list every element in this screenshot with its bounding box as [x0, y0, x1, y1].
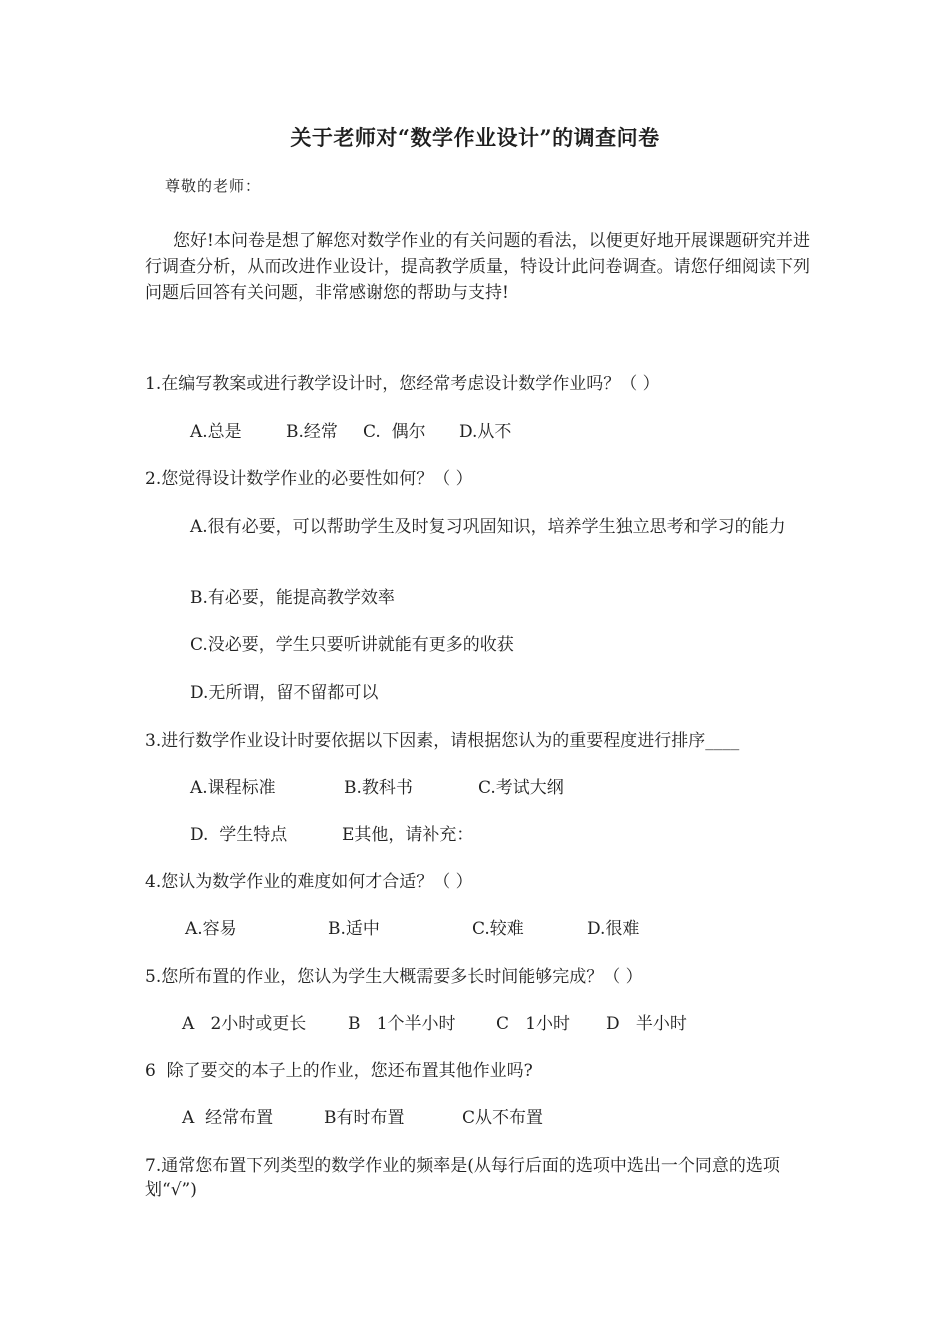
option-4b: B.适中 [328, 919, 380, 939]
document-title: 关于老师对“数学作业设计”的调查问卷 [290, 125, 660, 150]
option-2b: B.有必要，能提高教学效率 [190, 588, 395, 608]
option-2a: A.很有必要，可以帮助学生及时复习巩固知识，培养学生独立思考和学习的能力 [190, 517, 786, 537]
question-5: 5.您所布置的作业，您认为学生大概需要多长时间能够完成？（ ） [145, 967, 643, 987]
option-3a: A.课程标准 [190, 778, 276, 798]
option-6b: B有时布置 [324, 1108, 405, 1128]
option-6c: C从不布置 [462, 1108, 544, 1128]
option-5c: C 1小时 [496, 1014, 571, 1034]
salutation: 尊敬的老师： [165, 177, 262, 195]
question-6: 6 除了要交的本子上的作业，您还布置其他作业吗? [145, 1061, 533, 1081]
question-3-options-row2 [190, 823, 473, 847]
option-1a: A.总是 [190, 422, 242, 442]
option-6a: A 经常布置 [182, 1108, 274, 1128]
option-4a: A.容易 [185, 919, 237, 939]
option-3e: E其他，请补充： [342, 825, 474, 845]
option-5b: B 1个半小时 [348, 1014, 456, 1034]
option-4c: C.较难 [472, 919, 524, 939]
question-5-options [182, 1012, 687, 1036]
question-7: 7.通常您布置下列类型的数学作业的频率是(从每行后面的选项中选出一个同意的选项划“√”) [145, 1156, 780, 1200]
option-4d: D.很难 [587, 919, 640, 939]
option-3b: B.教科书 [344, 778, 413, 798]
option-2c: C.没必要，学生只要听讲就能有更多的收获 [190, 635, 514, 655]
question-1-options [190, 420, 511, 444]
question-3: 3.进行数学作业设计时要依据以下因素，请根据您认为的重要程度进行排序____ [145, 731, 740, 751]
question-6-options [182, 1106, 543, 1130]
option-1d: D.从不 [459, 422, 512, 442]
question-4: 4.您认为数学作业的难度如何才合适？（ ） [145, 872, 473, 892]
question-1: 1.在编写教案或进行教学设计时，您经常考虑设计数学作业吗？（ ） [145, 374, 660, 394]
option-2d: D.无所谓，留不留都可以 [190, 683, 379, 703]
option-5a: A 2小时或更长 [182, 1014, 307, 1034]
option-5d: D 半小时 [606, 1014, 687, 1034]
option-1c: C. 偶尔 [363, 422, 426, 442]
option-1b: B.经常 [286, 422, 338, 442]
intro-paragraph: 您好!本问卷是想了解您对数学作业的有关问题的看法，以便更好地开展课题研究并进行调查分析，从而改进作业设计，提高教学质量，特设计此问卷调查。请您仔细阅读下列问题后回答有关问题，非常感谢您的帮助与支持! [145, 231, 810, 303]
question-3-options-row1 [190, 776, 564, 800]
option-3d: D. 学生特点 [190, 825, 288, 845]
option-3c: C.考试大纲 [478, 778, 564, 798]
question-2: 2.您觉得设计数学作业的必要性如何？（ ） [145, 469, 473, 489]
question-4-options [185, 917, 639, 941]
